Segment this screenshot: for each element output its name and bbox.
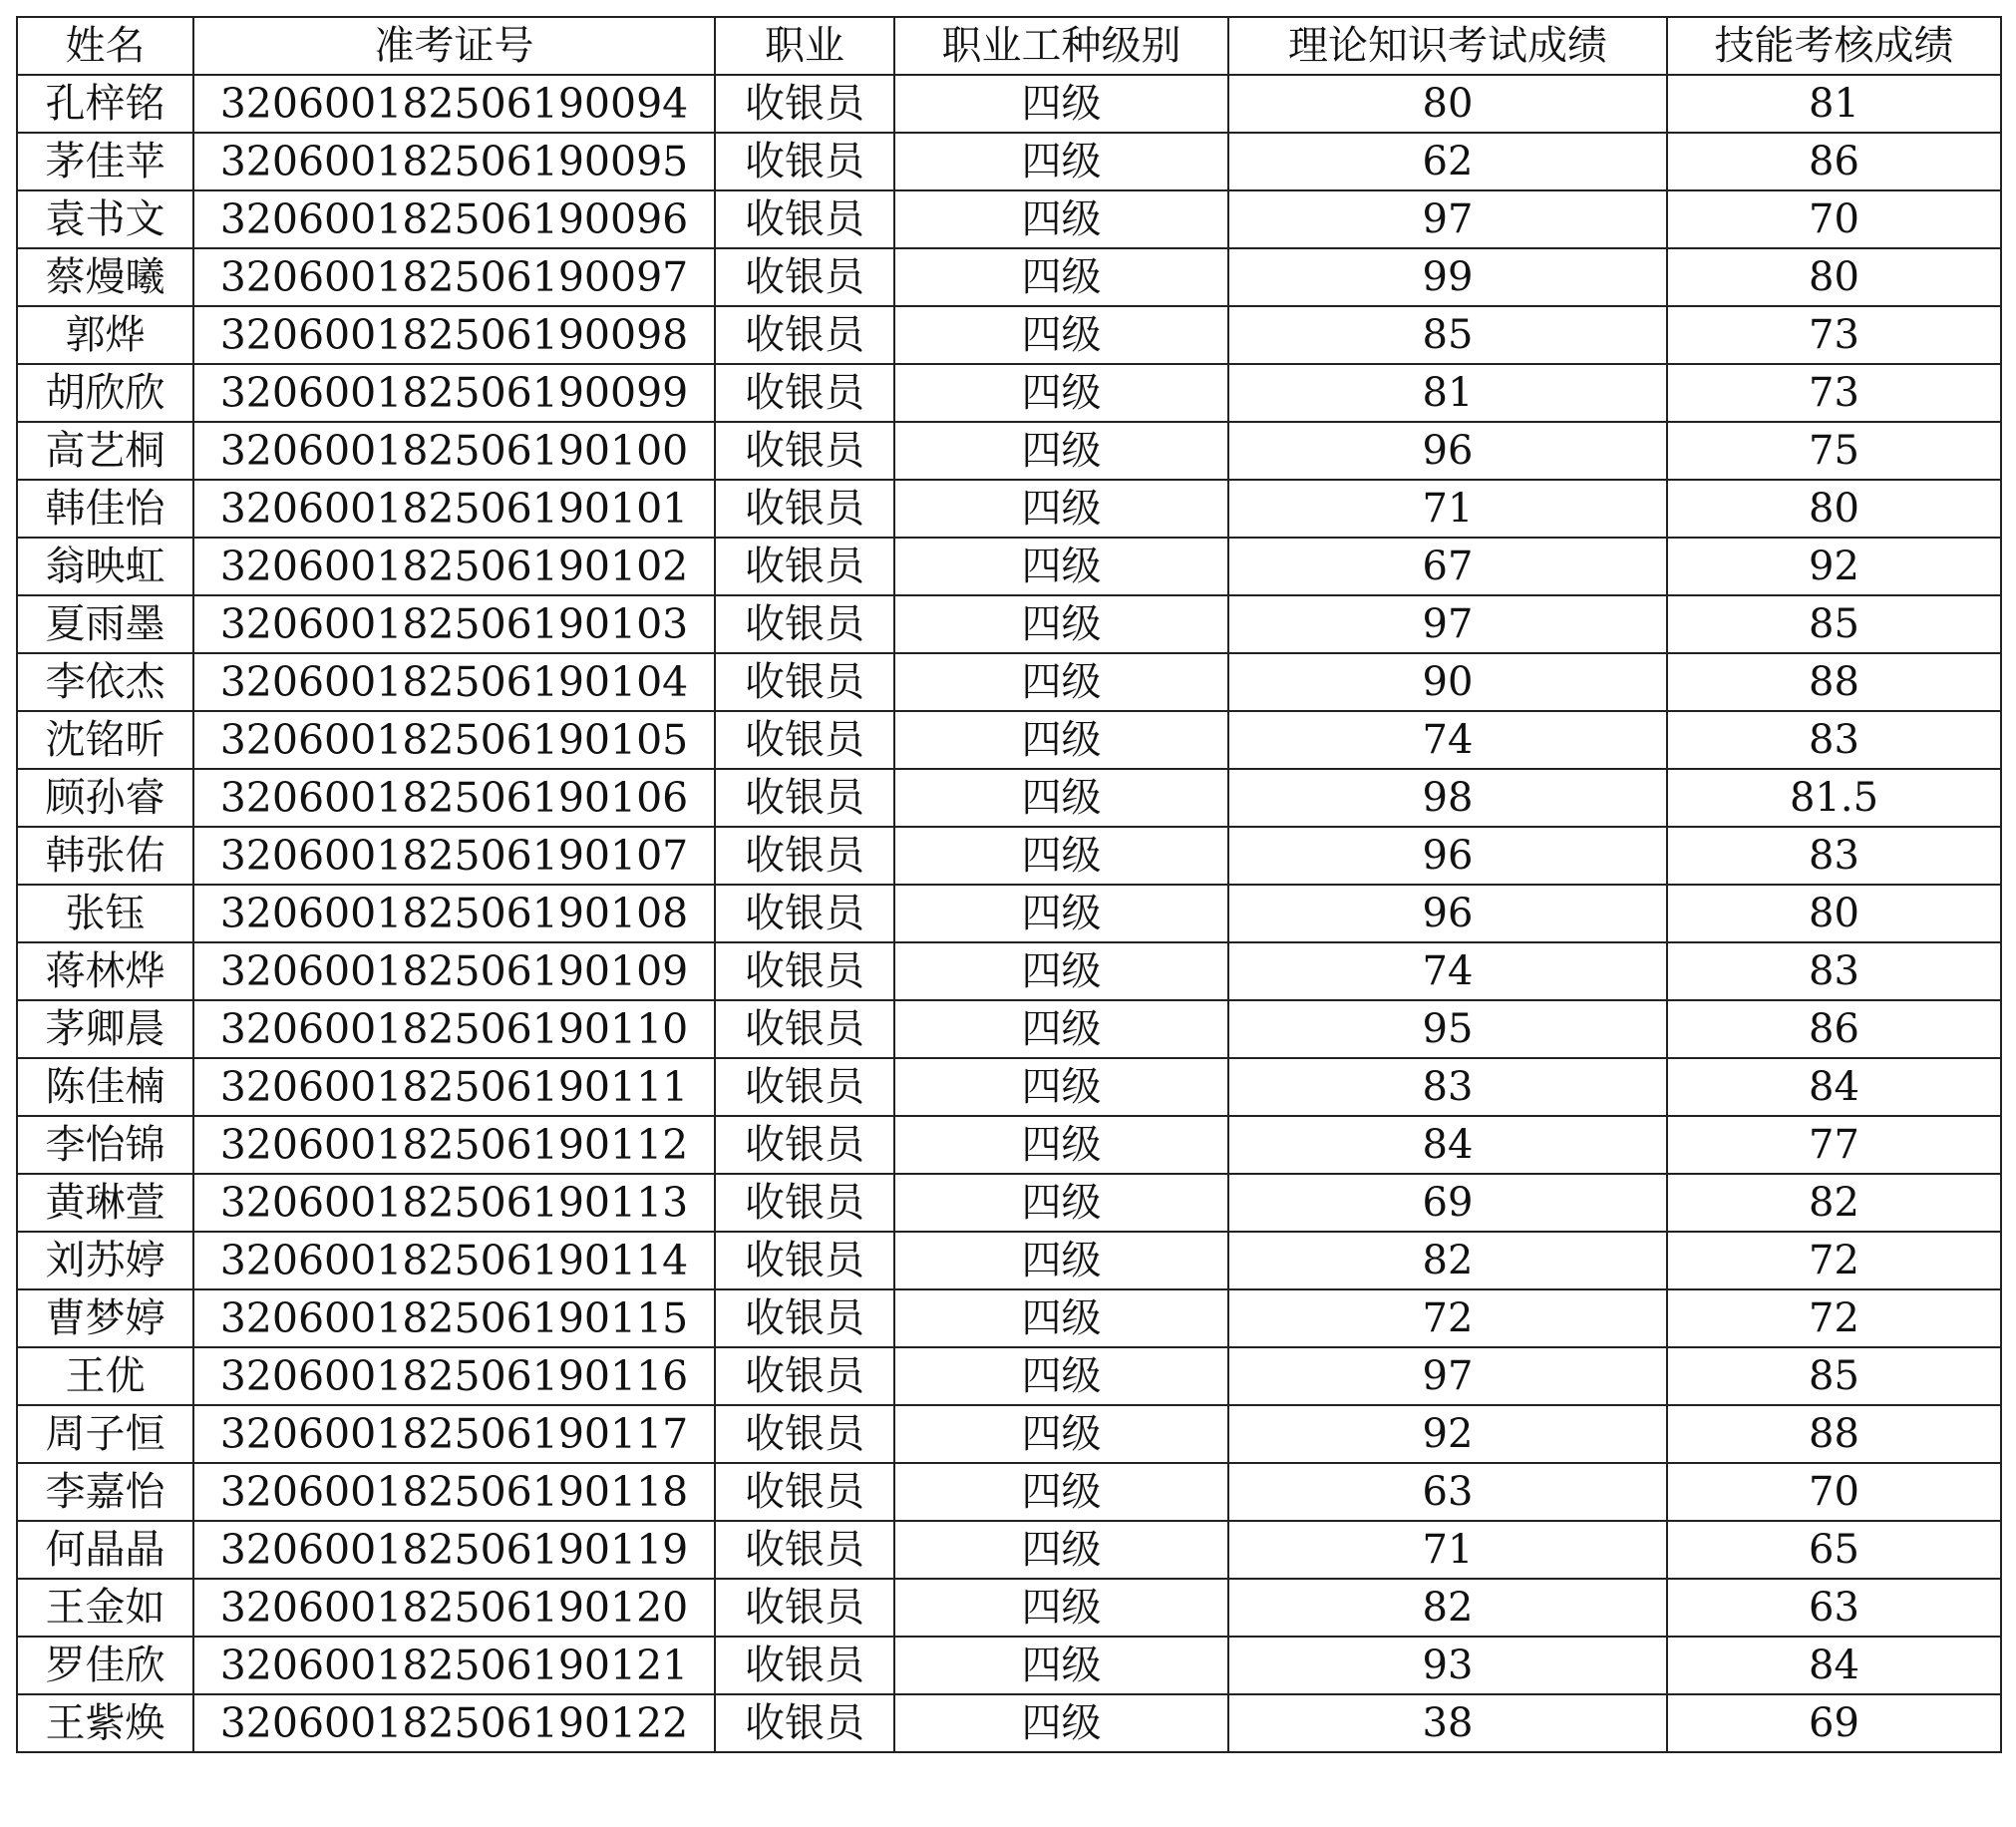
table-row (17, 653, 2001, 711)
cell-name: 王紫焕 (17, 1694, 193, 1752)
cell-skill-score: 83 (1667, 827, 2001, 885)
cell-exam-id: 320600182506190102 (193, 538, 715, 595)
cell-name: 茅卿晨 (17, 1000, 193, 1058)
cell-name: 王优 (17, 1347, 193, 1405)
header-row (17, 17, 2001, 75)
cell-name: 刘苏婷 (17, 1232, 193, 1289)
cell-theory-score: 98 (1228, 769, 1667, 827)
cell-level: 四级 (894, 595, 1228, 653)
cell-name: 翁映虹 (17, 538, 193, 595)
cell-exam-id: 320600182506190120 (193, 1579, 715, 1637)
table-row (17, 133, 2001, 190)
cell-occupation: 收银员 (715, 711, 894, 769)
cell-exam-id: 320600182506190116 (193, 1347, 715, 1405)
table-row (17, 190, 2001, 248)
cell-theory-score: 38 (1228, 1694, 1667, 1752)
cell-theory-score: 71 (1228, 480, 1667, 538)
cell-skill-score: 86 (1667, 133, 2001, 190)
cell-skill-score: 72 (1667, 1289, 2001, 1347)
table-row (17, 306, 2001, 364)
cell-level: 四级 (894, 653, 1228, 711)
table-row (17, 1058, 2001, 1116)
cell-exam-id: 320600182506190097 (193, 248, 715, 306)
cell-skill-score: 65 (1667, 1521, 2001, 1579)
cell-occupation: 收银员 (715, 248, 894, 306)
cell-name: 李嘉怡 (17, 1463, 193, 1521)
cell-exam-id: 320600182506190113 (193, 1174, 715, 1232)
cell-occupation: 收银员 (715, 1289, 894, 1347)
cell-exam-id: 320600182506190109 (193, 942, 715, 1000)
cell-exam-id: 320600182506190098 (193, 306, 715, 364)
table-row (17, 1000, 2001, 1058)
cell-skill-score: 77 (1667, 1116, 2001, 1174)
cell-skill-score: 85 (1667, 1347, 2001, 1405)
cell-name: 李怡锦 (17, 1116, 193, 1174)
cell-occupation: 收银员 (715, 1058, 894, 1116)
table-body (17, 75, 2001, 1752)
cell-name: 郭烨 (17, 306, 193, 364)
cell-name: 周子恒 (17, 1405, 193, 1463)
cell-name: 张钰 (17, 885, 193, 942)
table-row (17, 1521, 2001, 1579)
table-row (17, 480, 2001, 538)
cell-occupation: 收银员 (715, 827, 894, 885)
cell-theory-score: 83 (1228, 1058, 1667, 1116)
cell-occupation: 收银员 (715, 1347, 894, 1405)
cell-level: 四级 (894, 480, 1228, 538)
header-name: 姓名 (17, 17, 193, 75)
cell-theory-score: 74 (1228, 942, 1667, 1000)
cell-level: 四级 (894, 1405, 1228, 1463)
cell-occupation: 收银员 (715, 942, 894, 1000)
cell-occupation: 收银员 (715, 75, 894, 133)
cell-occupation: 收银员 (715, 885, 894, 942)
cell-skill-score: 69 (1667, 1694, 2001, 1752)
cell-theory-score: 71 (1228, 1521, 1667, 1579)
cell-skill-score: 73 (1667, 364, 2001, 422)
table-row (17, 1347, 2001, 1405)
table-row (17, 885, 2001, 942)
table-row (17, 1463, 2001, 1521)
cell-exam-id: 320600182506190095 (193, 133, 715, 190)
cell-theory-score: 96 (1228, 827, 1667, 885)
cell-skill-score: 83 (1667, 942, 2001, 1000)
cell-name: 韩张佑 (17, 827, 193, 885)
cell-level: 四级 (894, 1174, 1228, 1232)
cell-theory-score: 63 (1228, 1463, 1667, 1521)
cell-name: 曹梦婷 (17, 1289, 193, 1347)
cell-skill-score: 84 (1667, 1637, 2001, 1694)
cell-level: 四级 (894, 422, 1228, 480)
cell-level: 四级 (894, 1463, 1228, 1521)
table-row (17, 248, 2001, 306)
cell-level: 四级 (894, 133, 1228, 190)
cell-theory-score: 67 (1228, 538, 1667, 595)
cell-name: 夏雨墨 (17, 595, 193, 653)
cell-occupation: 收银员 (715, 653, 894, 711)
table-row (17, 769, 2001, 827)
cell-skill-score: 75 (1667, 422, 2001, 480)
cell-theory-score: 74 (1228, 711, 1667, 769)
cell-theory-score: 99 (1228, 248, 1667, 306)
cell-skill-score: 72 (1667, 1232, 2001, 1289)
cell-skill-score: 88 (1667, 653, 2001, 711)
table-row (17, 364, 2001, 422)
table-row (17, 711, 2001, 769)
cell-name: 蒋林烨 (17, 942, 193, 1000)
cell-exam-id: 320600182506190118 (193, 1463, 715, 1521)
table-row (17, 1232, 2001, 1289)
header-exam-id: 准考证号 (193, 17, 715, 75)
cell-theory-score: 95 (1228, 1000, 1667, 1058)
cell-skill-score: 83 (1667, 711, 2001, 769)
cell-name: 胡欣欣 (17, 364, 193, 422)
cell-theory-score: 96 (1228, 885, 1667, 942)
cell-level: 四级 (894, 1521, 1228, 1579)
table-header (17, 17, 2001, 75)
cell-occupation: 收银员 (715, 133, 894, 190)
cell-name: 高艺桐 (17, 422, 193, 480)
table-row (17, 1579, 2001, 1637)
cell-name: 孔梓铭 (17, 75, 193, 133)
cell-level: 四级 (894, 1347, 1228, 1405)
table-row (17, 75, 2001, 133)
cell-name: 袁书文 (17, 190, 193, 248)
cell-level: 四级 (894, 711, 1228, 769)
cell-skill-score: 85 (1667, 595, 2001, 653)
cell-level: 四级 (894, 942, 1228, 1000)
cell-exam-id: 320600182506190100 (193, 422, 715, 480)
cell-theory-score: 82 (1228, 1579, 1667, 1637)
cell-occupation: 收银员 (715, 480, 894, 538)
cell-skill-score: 82 (1667, 1174, 2001, 1232)
cell-theory-score: 97 (1228, 1347, 1667, 1405)
cell-exam-id: 320600182506190103 (193, 595, 715, 653)
cell-occupation: 收银员 (715, 595, 894, 653)
cell-name: 李依杰 (17, 653, 193, 711)
cell-theory-score: 97 (1228, 190, 1667, 248)
table-row (17, 942, 2001, 1000)
cell-exam-id: 320600182506190115 (193, 1289, 715, 1347)
cell-theory-score: 85 (1228, 306, 1667, 364)
cell-skill-score: 92 (1667, 538, 2001, 595)
cell-exam-id: 320600182506190105 (193, 711, 715, 769)
cell-theory-score: 90 (1228, 653, 1667, 711)
table-row (17, 1694, 2001, 1752)
cell-exam-id: 320600182506190121 (193, 1637, 715, 1694)
cell-level: 四级 (894, 1116, 1228, 1174)
cell-level: 四级 (894, 1579, 1228, 1637)
cell-exam-id: 320600182506190094 (193, 75, 715, 133)
cell-skill-score: 70 (1667, 1463, 2001, 1521)
cell-level: 四级 (894, 1694, 1228, 1752)
cell-name: 蔡熳曦 (17, 248, 193, 306)
cell-level: 四级 (894, 1289, 1228, 1347)
header-theory-score: 理论知识考试成绩 (1228, 17, 1667, 75)
cell-occupation: 收银员 (715, 1405, 894, 1463)
cell-exam-id: 320600182506190122 (193, 1694, 715, 1752)
cell-theory-score: 93 (1228, 1637, 1667, 1694)
table-row (17, 1174, 2001, 1232)
cell-occupation: 收银员 (715, 1637, 894, 1694)
cell-theory-score: 72 (1228, 1289, 1667, 1347)
cell-skill-score: 81 (1667, 75, 2001, 133)
cell-level: 四级 (894, 1000, 1228, 1058)
cell-theory-score: 92 (1228, 1405, 1667, 1463)
cell-skill-score: 86 (1667, 1000, 2001, 1058)
table-row (17, 1405, 2001, 1463)
cell-occupation: 收银员 (715, 1174, 894, 1232)
cell-exam-id: 320600182506190114 (193, 1232, 715, 1289)
table-row (17, 827, 2001, 885)
cell-level: 四级 (894, 827, 1228, 885)
cell-skill-score: 80 (1667, 480, 2001, 538)
cell-occupation: 收银员 (715, 538, 894, 595)
table-row (17, 1637, 2001, 1694)
cell-level: 四级 (894, 248, 1228, 306)
cell-level: 四级 (894, 364, 1228, 422)
cell-occupation: 收银员 (715, 1694, 894, 1752)
table-row (17, 595, 2001, 653)
table-row (17, 422, 2001, 480)
header-level: 职业工种级别 (894, 17, 1228, 75)
cell-skill-score: 81.5 (1667, 769, 2001, 827)
cell-occupation: 收银员 (715, 1000, 894, 1058)
cell-level: 四级 (894, 306, 1228, 364)
cell-occupation: 收银员 (715, 190, 894, 248)
cell-name: 沈铭昕 (17, 711, 193, 769)
cell-occupation: 收银员 (715, 1116, 894, 1174)
table-row (17, 1289, 2001, 1347)
cell-exam-id: 320600182506190104 (193, 653, 715, 711)
cell-level: 四级 (894, 190, 1228, 248)
cell-exam-id: 320600182506190119 (193, 1521, 715, 1579)
cell-skill-score: 70 (1667, 190, 2001, 248)
cell-skill-score: 80 (1667, 248, 2001, 306)
cell-level: 四级 (894, 1232, 1228, 1289)
cell-skill-score: 88 (1667, 1405, 2001, 1463)
cell-exam-id: 320600182506190110 (193, 1000, 715, 1058)
grade-table (16, 16, 2002, 1753)
cell-exam-id: 320600182506190106 (193, 769, 715, 827)
cell-theory-score: 69 (1228, 1174, 1667, 1232)
cell-occupation: 收银员 (715, 422, 894, 480)
cell-occupation: 收银员 (715, 769, 894, 827)
cell-name: 何晶晶 (17, 1521, 193, 1579)
cell-level: 四级 (894, 538, 1228, 595)
cell-exam-id: 320600182506190101 (193, 480, 715, 538)
cell-name: 罗佳欣 (17, 1637, 193, 1694)
cell-level: 四级 (894, 1637, 1228, 1694)
cell-name: 茅佳苹 (17, 133, 193, 190)
cell-theory-score: 81 (1228, 364, 1667, 422)
cell-exam-id: 320600182506190108 (193, 885, 715, 942)
cell-level: 四级 (894, 1058, 1228, 1116)
cell-occupation: 收银员 (715, 364, 894, 422)
cell-skill-score: 73 (1667, 306, 2001, 364)
cell-occupation: 收银员 (715, 1521, 894, 1579)
cell-theory-score: 80 (1228, 75, 1667, 133)
cell-occupation: 收银员 (715, 1232, 894, 1289)
table-row (17, 1116, 2001, 1174)
cell-name: 韩佳怡 (17, 480, 193, 538)
cell-skill-score: 84 (1667, 1058, 2001, 1116)
cell-level: 四级 (894, 75, 1228, 133)
table-row (17, 538, 2001, 595)
cell-name: 王金如 (17, 1579, 193, 1637)
cell-exam-id: 320600182506190107 (193, 827, 715, 885)
cell-exam-id: 320600182506190112 (193, 1116, 715, 1174)
cell-occupation: 收银员 (715, 1463, 894, 1521)
cell-theory-score: 62 (1228, 133, 1667, 190)
cell-theory-score: 84 (1228, 1116, 1667, 1174)
cell-level: 四级 (894, 769, 1228, 827)
cell-name: 陈佳楠 (17, 1058, 193, 1116)
cell-skill-score: 63 (1667, 1579, 2001, 1637)
cell-name: 黄琳萱 (17, 1174, 193, 1232)
cell-exam-id: 320600182506190099 (193, 364, 715, 422)
cell-theory-score: 82 (1228, 1232, 1667, 1289)
cell-level: 四级 (894, 885, 1228, 942)
header-skill-score: 技能考核成绩 (1667, 17, 2001, 75)
cell-exam-id: 320600182506190111 (193, 1058, 715, 1116)
cell-theory-score: 97 (1228, 595, 1667, 653)
cell-exam-id: 320600182506190096 (193, 190, 715, 248)
cell-name: 顾孙睿 (17, 769, 193, 827)
cell-occupation: 收银员 (715, 1579, 894, 1637)
cell-skill-score: 80 (1667, 885, 2001, 942)
cell-exam-id: 320600182506190117 (193, 1405, 715, 1463)
cell-theory-score: 96 (1228, 422, 1667, 480)
cell-occupation: 收银员 (715, 306, 894, 364)
header-occupation: 职业 (715, 17, 894, 75)
